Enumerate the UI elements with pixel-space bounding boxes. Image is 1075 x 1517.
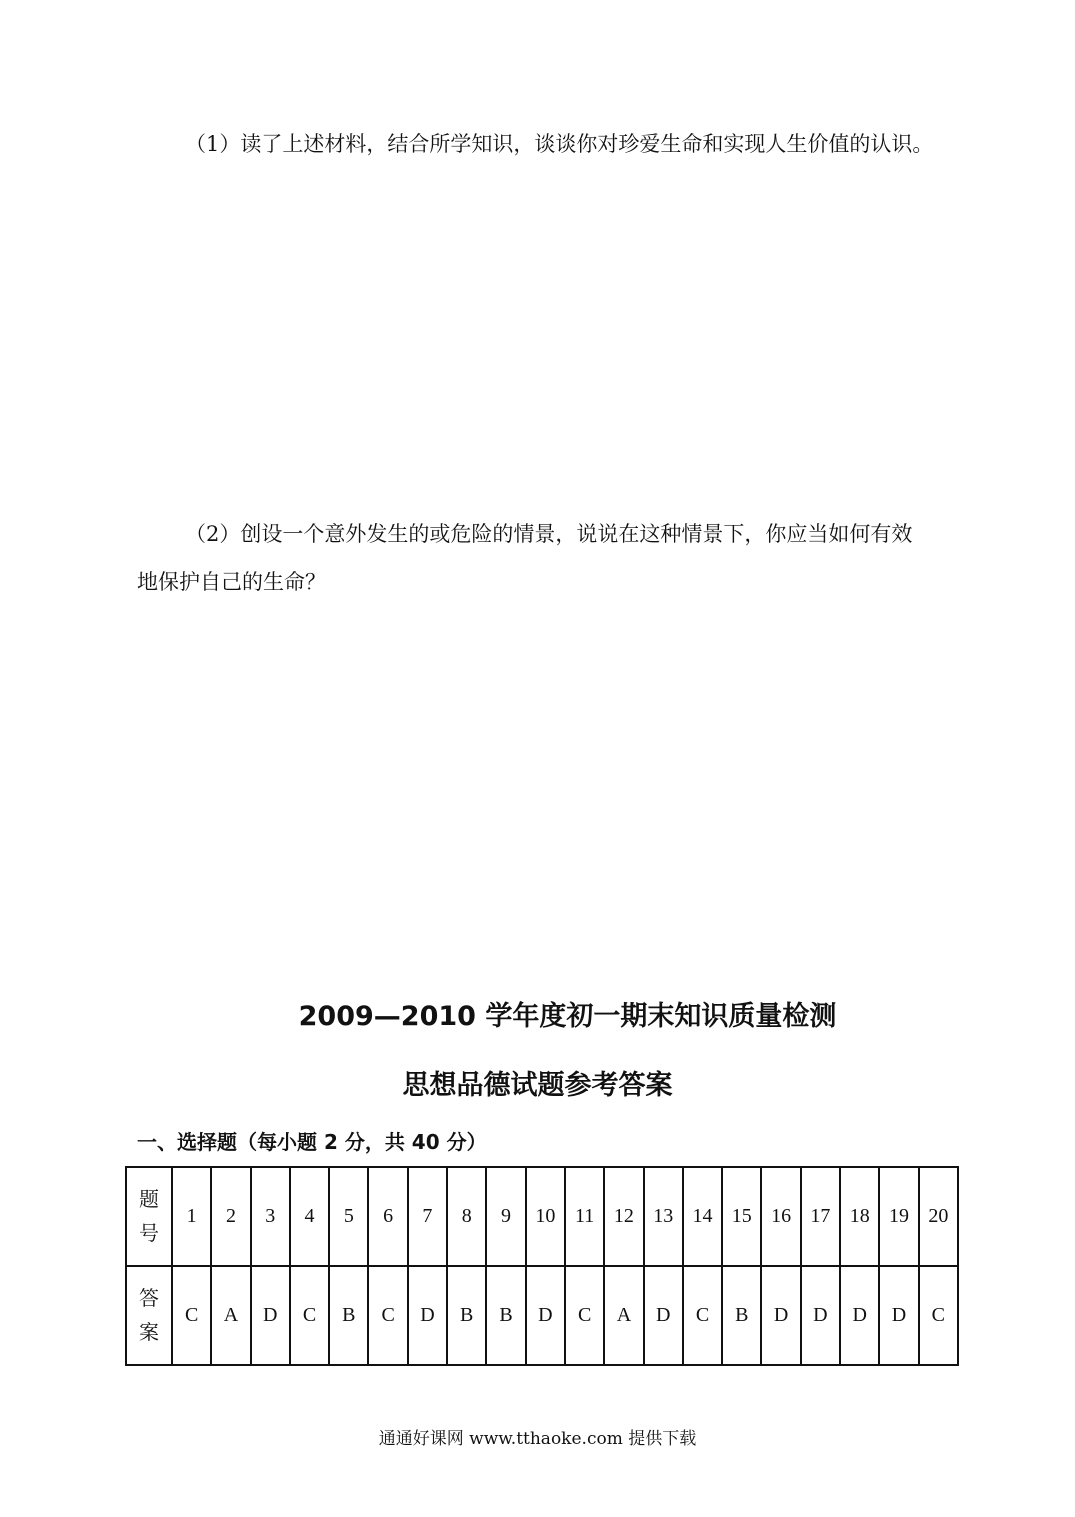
question-2-text-line2: 地保护自己的生命？ [137, 570, 326, 594]
answer-cell: C [683, 1266, 722, 1365]
answer-row [126, 1266, 958, 1365]
answer-cell: B [447, 1266, 486, 1365]
answer-cell: D [251, 1266, 290, 1365]
answer-cell: C [919, 1266, 958, 1365]
answer-cell: B [722, 1266, 761, 1365]
answer-cell: D [840, 1266, 879, 1365]
question-number-cell: 12 [604, 1167, 643, 1266]
answer-cell: B [329, 1266, 368, 1365]
header-char: 号 [139, 1222, 159, 1245]
question-number-cell: 16 [761, 1167, 800, 1266]
question-number-cell: 20 [919, 1167, 958, 1266]
question-number-cell: 17 [801, 1167, 840, 1266]
answer-cell: A [211, 1266, 250, 1365]
question-number-cell: 8 [447, 1167, 486, 1266]
question-number-cell: 13 [644, 1167, 683, 1266]
question-number-cell: 9 [486, 1167, 525, 1266]
header-char: 题 [139, 1188, 159, 1211]
answer-key-subtitle: 思想品德试题参考答案 [402, 1070, 673, 1101]
header-char: 案 [139, 1321, 159, 1344]
answer-cell: D [408, 1266, 447, 1365]
answer-cell: D [644, 1266, 683, 1365]
question-2-text-line1: （2）创设一个意外发生的或危险的情景，说说在这种情景下，你应当如何有效 [185, 522, 913, 546]
answer-key-title: 2009—2010 学年度初一期末知识质量检测 [298, 1001, 837, 1032]
question-number-cell: 15 [722, 1167, 761, 1266]
answer-cell: D [801, 1266, 840, 1365]
answer-cell: B [486, 1266, 525, 1365]
header-char: 答 [139, 1287, 159, 1310]
footer-source: 通通好课网 www.tthaoke.com 提供下载 [378, 1429, 697, 1449]
question-number-cell: 7 [408, 1167, 447, 1266]
answer-cell: D [879, 1266, 918, 1365]
answer-cell: D [526, 1266, 565, 1365]
question-1-text: （1）读了上述材料，结合所学知识，谈谈你对珍爱生命和实现人生价值的认识。 [185, 132, 934, 156]
question-number-cell: 11 [565, 1167, 604, 1266]
question-number-cell: 14 [683, 1167, 722, 1266]
answer-cell: A [604, 1266, 643, 1365]
section-heading: 一、选择题（每小题 2 分，共 40 分） [137, 1130, 487, 1154]
answer-cell: C [565, 1266, 604, 1365]
question-number-cell: 6 [368, 1167, 407, 1266]
question-number-cell: 19 [879, 1167, 918, 1266]
answer-cell: C [290, 1266, 329, 1365]
question-number-cell: 18 [840, 1167, 879, 1266]
question-number-cell: 10 [526, 1167, 565, 1266]
answer-cell: C [368, 1266, 407, 1365]
question-number-cell: 3 [251, 1167, 290, 1266]
question-number-header [126, 1167, 172, 1266]
question-number-cell: 4 [290, 1167, 329, 1266]
question-number-cell: 5 [329, 1167, 368, 1266]
question-number-row [126, 1167, 958, 1266]
answer-header [126, 1266, 172, 1365]
answer-cell: C [172, 1266, 211, 1365]
question-number-cell: 2 [211, 1167, 250, 1266]
answer-cell: D [761, 1266, 800, 1365]
answer-table [125, 1166, 959, 1366]
question-number-cell: 1 [172, 1167, 211, 1266]
